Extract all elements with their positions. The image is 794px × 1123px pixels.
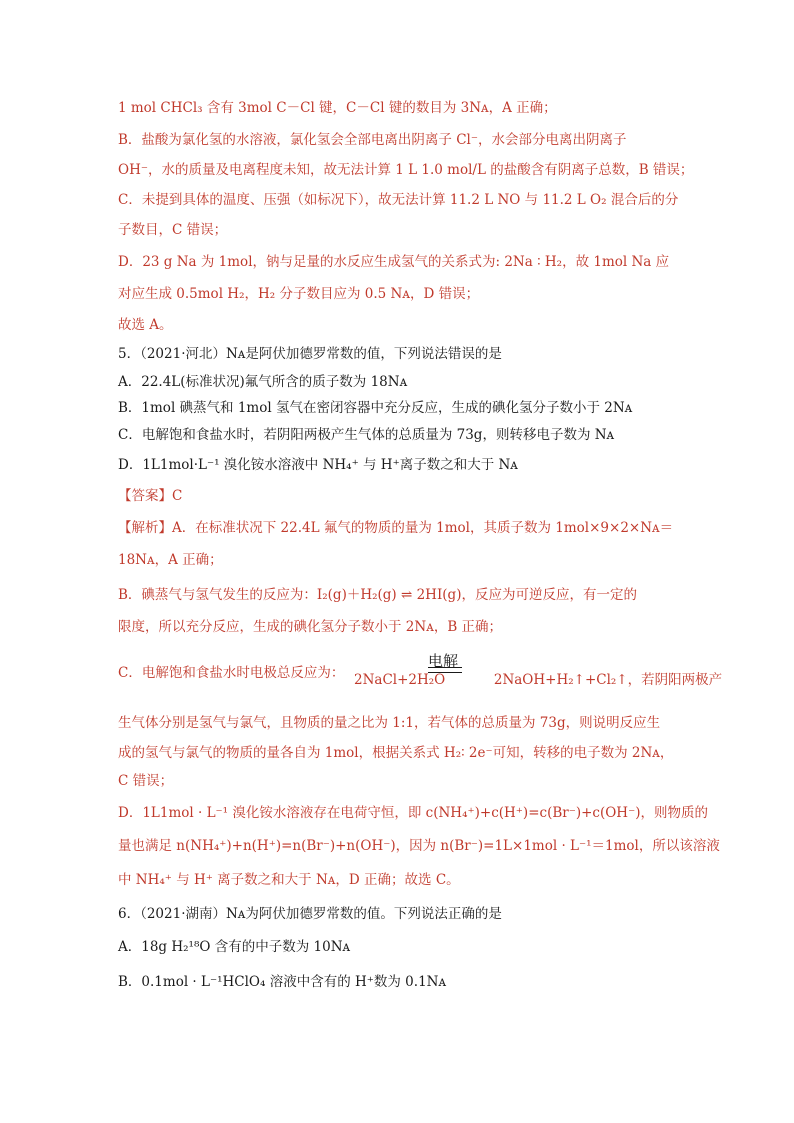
text-line: B．0.1mol · L⁻¹HClO₄ 溶液中含有的 H⁺数为 0.1Nᴀ bbox=[118, 974, 447, 990]
text-line: C．电解饱和食盐水时电极总反应为： bbox=[118, 665, 345, 681]
text-line: 中 NH₄⁺ 与 H⁺ 离子数之和大于 Nᴀ，D 正确；故选 C。 bbox=[118, 872, 460, 888]
text-line: 量也满足 n(NH₄⁺)+n(H⁺)=n(Br⁻)+n(OH⁻)，因为 n(Br⁻)=1L×1mol · L⁻¹＝1mol，所以该溶液 bbox=[118, 838, 720, 854]
text-line: 限度，所以充分反应，生成的碘化氢分子数小于 2Nᴀ，B 正确； bbox=[118, 619, 503, 635]
text-line: 子数目，C 错误； bbox=[118, 222, 228, 238]
text-line: A．18g H₂¹⁸O 含有的中子数为 10Nᴀ bbox=[118, 939, 351, 955]
text-line: 对应生成 0.5mol H₂，H₂ 分子数目应为 0.5 Nᴀ，D 错误； bbox=[118, 286, 480, 302]
text-line: 【解析】A．在标准状况下 22.4L 氟气的物质的量为 1mol，其质子数为 1mol×9×2×Nᴀ＝ bbox=[118, 520, 674, 536]
equation-equals-sign bbox=[428, 667, 462, 673]
electrolysis-equation bbox=[354, 652, 723, 688]
text-line: B．碘蒸气与氢气发生的反应为：I₂(g)＋H₂(g) ⇌ 2HI(g)，反应为可逆反应，有一定的 bbox=[118, 587, 637, 603]
text-line: C 错误； bbox=[118, 773, 174, 789]
text-line: C．电解饱和食盐水时，若阴阳两极产生气体的总质量为 73g，则转移电子数为 Nᴀ bbox=[118, 427, 615, 443]
text-line: OH⁻，水的质量及电离程度未知，故无法计算 1 L 1.0 mol/L 的盐酸含有阴离子总数，B 错误； bbox=[118, 162, 694, 178]
text-line: D．23 g Na 为 1mol，钠与足量的水反应生成氢气的关系式为: 2Na ∶ H₂，故 1mol Na 应 bbox=[118, 254, 670, 270]
text-line: D．1L1mol·L⁻¹ 溴化铵水溶液中 NH₄⁺ 与 H⁺离子数之和大于 Nᴀ bbox=[118, 457, 518, 473]
text-line: B．盐酸为氯化氢的水溶液，氯化氢会全部电离出阴离子 Cl⁻，水会部分电离出阴离子 bbox=[118, 132, 627, 148]
text-line: D．1L1mol · L⁻¹ 溴化铵水溶液存在电荷守恒，即 c(NH₄⁺)+c(H⁺)=c(Br⁻)+c(OH⁻)，则物质的 bbox=[118, 805, 708, 821]
text-line: 18Nᴀ，A 正确； bbox=[118, 552, 223, 568]
text-line: C．未提到具体的温度、压强（如标况下），故无法计算 11.2 L NO 与 11.2 L O₂ 混合后的分 bbox=[118, 192, 679, 208]
text-line: 成的氢气与氯气的物质的量各自为 1mol，根据关系式 H₂∶ 2e⁻可知，转移的电子数为 2Nᴀ， bbox=[118, 745, 674, 761]
equation-products: 2NaOH+H₂↑+Cl₂↑，若阴阳两极产 bbox=[493, 672, 723, 688]
text-line: 5．（2021·河北）Nᴀ是阿伏加德罗常数的值，下列说法错误的是 bbox=[118, 346, 502, 362]
text-line: A．22.4L(标准状况)氟气所含的质子数为 18Nᴀ bbox=[118, 374, 408, 390]
text-line: B．1mol 碘蒸气和 1mol 氢气在密闭容器中充分反应，生成的碘化氢分子数小于 2Nᴀ bbox=[118, 400, 633, 416]
text-line: 6．（2021·湖南）Nᴀ为阿伏加德罗常数的值。下列说法正确的是 bbox=[118, 906, 502, 922]
text-line: 1 mol CHCl₃ 含有 3mol C－Cl 键，C－Cl 键的数目为 3Nᴀ，A 正确； bbox=[118, 100, 557, 116]
equation-condition: 电解 bbox=[428, 652, 459, 670]
equation-reactants: 2NaCl+2H₂O bbox=[354, 672, 446, 688]
text-line: 故选 A。 bbox=[118, 317, 173, 333]
text-line: 【答案】C bbox=[118, 488, 183, 504]
text-line: 生气体分别是氢气与氯气，且物质的量之比为 1:1，若气体的总质量为 73g，则说明反应生 bbox=[118, 715, 661, 731]
